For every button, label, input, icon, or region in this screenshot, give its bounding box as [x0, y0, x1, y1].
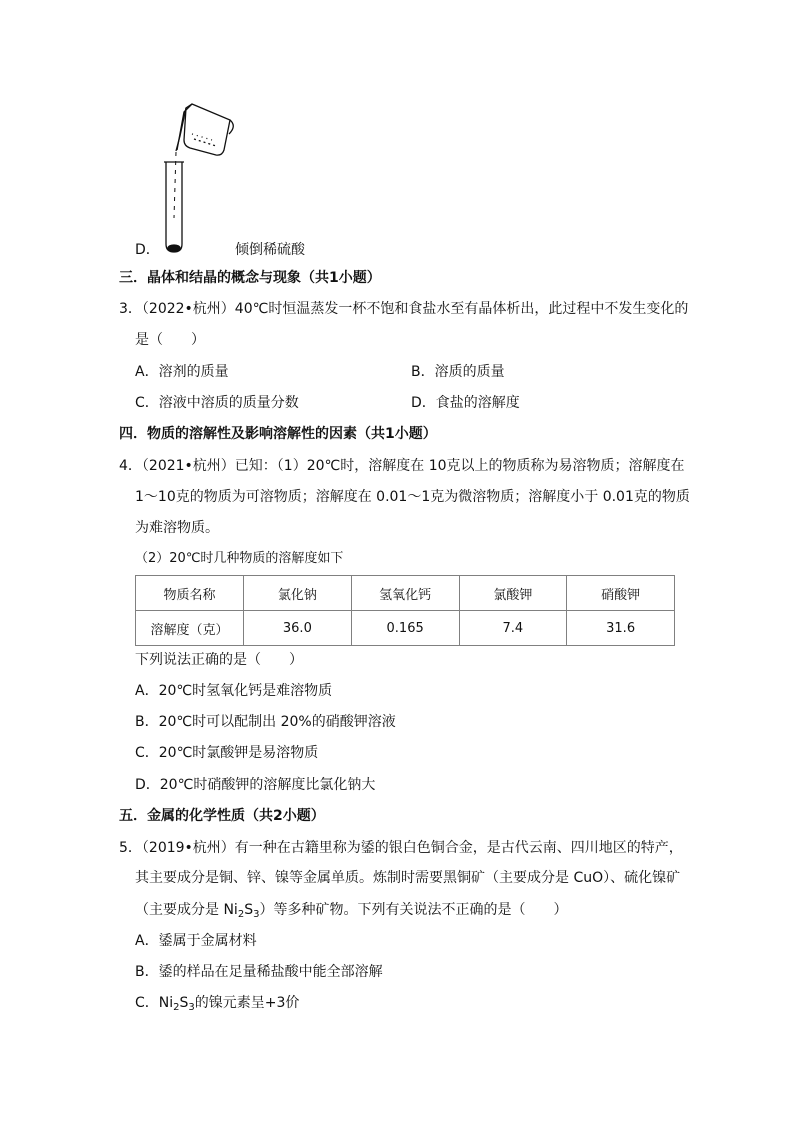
q3-option-a: A．溶剂的质量 — [135, 364, 229, 380]
beaker-icon — [176, 104, 233, 155]
table-cell: 7.4 — [459, 611, 567, 646]
table-row — [136, 611, 675, 646]
q4-line-1: 4．（2021•杭州）已知：（1）20℃时，溶解度在 10克以上的物质称为易溶物质；溶解度在 — [119, 458, 685, 474]
table-cell: 氯化钠 — [244, 576, 352, 611]
q4-stem: 下列说法正确的是（ ） — [135, 652, 303, 668]
table-cell: 31.6 — [567, 611, 675, 646]
q3-line-2: 是（ ） — [135, 332, 205, 348]
q5-line-3: （主要成分是 $Ni_2S_3$）等多种矿物。下列有关说法不正确的是（ ） — [135, 902, 568, 920]
table-header-row — [136, 576, 675, 611]
pouring-acid-figure — [150, 98, 240, 258]
section-5-heading: 五．金属的化学性质（共2小题） — [119, 808, 325, 824]
q4-line-4: （2）20℃时几种物质的溶解度如下 — [135, 551, 344, 566]
q3-line-1: 3．（2022•杭州）40℃时恒温蒸发一杯不饱和食盐水至有晶体析出，此过程中不发生变化的 — [119, 301, 689, 317]
q4-line-2: 1～10克的物质为可溶物质；溶解度在 0.01～1克为微溶物质；溶解度小于 0.01克的物质 — [135, 489, 690, 505]
q4-option-a: A．20℃时氢氧化钙是难溶物质 — [135, 683, 333, 699]
q5-option-c: C．$Ni_2S_3$的镍元素呈+3价 — [135, 995, 300, 1013]
table-cell: 溶解度（克） — [136, 611, 244, 646]
section-4-heading: 四．物质的溶解性及影响溶解性的因素（共1小题） — [119, 426, 437, 442]
q4-line-3: 为难溶物质。 — [135, 520, 219, 536]
table-cell: 0.165 — [351, 611, 459, 646]
table-cell: 硝酸钾 — [567, 576, 675, 611]
table-cell: 36.0 — [244, 611, 352, 646]
q5-line-1: 5．（2019•杭州）有一种在古籍里称为鋈的银白色铜合金，是古代云南、四川地区的特产， — [119, 840, 683, 856]
q3-option-b: B．溶质的质量 — [411, 364, 505, 380]
table-cell: 氢氧化钙 — [351, 576, 459, 611]
option-d-letter: D． — [135, 242, 160, 258]
q5-option-a: A．鋈属于金属材料 — [135, 933, 257, 949]
table-cell: 氯酸钾 — [459, 576, 567, 611]
q4-option-c: C．20℃时氯酸钾是易溶物质 — [135, 745, 319, 761]
option-d-caption: 倾倒稀硫酸 — [235, 242, 305, 258]
q4-option-d: D．20℃时硝酸钾的溶解度比氯化钠大 — [135, 777, 376, 793]
solubility-table — [135, 575, 675, 646]
section-3-heading: 三．晶体和结晶的概念与现象（共1小题） — [119, 270, 381, 286]
q5-line-2: 其主要成分是铜、锌、镍等金属单质。炼制时需要黑铜矿（主要成分是 CuO）、硫化镍矿 — [135, 870, 681, 886]
q4-option-b: B．20℃时可以配制出 20%的硝酸钾溶液 — [135, 714, 396, 730]
q3-option-c: C．溶液中溶质的质量分数 — [135, 395, 299, 411]
q5-option-b: B．鋈的样品在足量稀盐酸中能全部溶解 — [135, 964, 383, 980]
q3-option-d: D．食盐的溶解度 — [411, 395, 520, 411]
table-cell: 物质名称 — [136, 576, 244, 611]
